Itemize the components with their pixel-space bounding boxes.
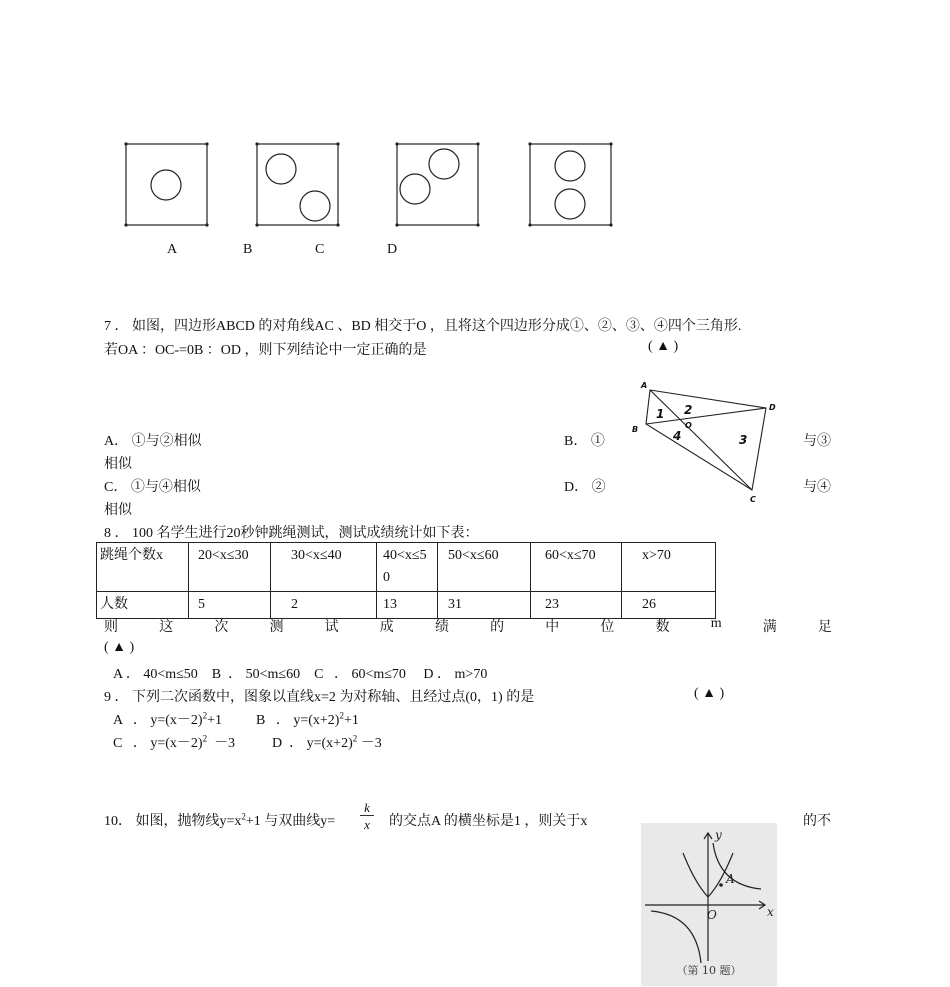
q10-stem-part1 bbox=[104, 810, 335, 830]
q7-option-d-wrap: 相似 bbox=[104, 503, 132, 518]
table-header-cell: 60<x≤70 bbox=[531, 543, 622, 592]
q10-axis-y-label: y bbox=[715, 828, 722, 842]
table-header-cell-wrapped bbox=[377, 543, 438, 592]
q9-option-d-tail: －3 bbox=[357, 736, 382, 751]
q9-option-a-tail: +1 bbox=[207, 713, 222, 728]
table-cell: 5 bbox=[189, 592, 271, 619]
q10-exp: 2 bbox=[241, 811, 246, 822]
table-cell: 31 bbox=[438, 592, 531, 619]
q7-option-b-wrap: 相似 bbox=[104, 457, 132, 472]
q7-option-c: C． ①与④相似 bbox=[104, 480, 201, 495]
q8-question-line bbox=[104, 616, 832, 636]
table-header-line: 40<x≤5 bbox=[383, 548, 427, 563]
table-header-cell: x>70 bbox=[622, 543, 716, 592]
q8-char: 绩 bbox=[434, 620, 449, 635]
q7-option-b: B． ① bbox=[564, 434, 605, 449]
q7-option-d-tail: 与④ bbox=[803, 480, 831, 495]
q9-option-a-exp: 2 bbox=[202, 710, 208, 721]
q10-axis-x-label: x bbox=[767, 905, 774, 919]
q10-frac-den: x bbox=[364, 817, 370, 832]
q7-quadrilateral-figure bbox=[626, 376, 786, 508]
q8-char: 则 bbox=[104, 620, 118, 635]
q8-char: 试 bbox=[324, 620, 339, 635]
q10-origin-label: O bbox=[707, 908, 717, 922]
q10-text: 10． 如图，抛物线y=x bbox=[104, 814, 242, 829]
q7-vertex-a: A bbox=[641, 381, 648, 390]
q7-line1: 7 ． 如图，四边形ABCD 的对角线AC 、BD 相交于O ，且将这个四边形分成①、②、③、④四个三角形. bbox=[104, 319, 742, 334]
q10-fraction bbox=[360, 800, 374, 833]
q6-label-c: C bbox=[315, 242, 325, 257]
q8-intro: 8 ． 100 名学生进行20秒钟跳绳测试，测试成绩统计如下表： bbox=[104, 526, 479, 541]
q9-option-d-exp: 2 bbox=[352, 733, 358, 744]
q9-option-c-text: C ． y=(x－2) bbox=[113, 736, 203, 751]
q9-option-d-text: D ． y=(x+2) bbox=[272, 736, 353, 751]
q9-option-b-text: B ． y=(x+2) bbox=[256, 713, 340, 728]
q9-option-c-tail: －3 bbox=[207, 736, 236, 751]
table-cell: 26 bbox=[622, 592, 716, 619]
q8-char: 次 bbox=[214, 620, 229, 635]
table-header-cell: 20<x≤30 bbox=[189, 543, 271, 592]
q6-label-a: A bbox=[167, 242, 178, 257]
q10-point-a-label: A bbox=[726, 872, 735, 886]
table-cell: 13 bbox=[377, 592, 438, 619]
q8-char: 这 bbox=[159, 620, 174, 635]
table-header-cell: 跳绳个数x bbox=[97, 543, 189, 592]
q9-option-b-exp: 2 bbox=[339, 710, 344, 721]
q10-graph-figure bbox=[641, 823, 777, 986]
q6-label-b: B bbox=[243, 242, 253, 257]
q7-option-d: D． ② bbox=[564, 480, 606, 495]
q9-stem: 9 ． 下列二次函数中，图象以直线x=2 为对称轴、且经过点(0，1) 的是 bbox=[104, 690, 535, 705]
q9-option-b-tail: +1 bbox=[343, 713, 359, 728]
q8-char: 的 bbox=[490, 620, 505, 635]
q10-stem-part3: 的交点A 的横坐标是1 ，则关于x bbox=[389, 814, 588, 829]
q10-caption: （第 10 题） bbox=[676, 964, 742, 977]
q8-char: 足 bbox=[817, 620, 832, 635]
q10-stem-part4: 的不 bbox=[803, 814, 831, 829]
table-header-cell: 50<x≤60 bbox=[438, 543, 531, 592]
q6-label-d: D bbox=[387, 242, 398, 257]
q9-option-d bbox=[272, 732, 382, 752]
q7-region-4: 4 bbox=[673, 429, 682, 443]
table-cell: 2 bbox=[271, 592, 377, 619]
q8-char: m bbox=[710, 616, 722, 631]
q10-frac-num: k bbox=[364, 800, 370, 815]
q10-text-2: +1 与双曲线y= bbox=[245, 814, 336, 829]
q9-option-c bbox=[113, 732, 235, 752]
table-header-cell: 30<x≤40 bbox=[271, 543, 377, 592]
q8-options: A ． 40<m≤50 B ． 50<m≤60 C ． 60<m≤70 D ． m>70 bbox=[113, 667, 488, 682]
q7-line2: 若OA ：OC-=0B ：OD ，则下列结论中一定正确的是 bbox=[104, 343, 427, 358]
q7-vertex-c: C bbox=[750, 495, 756, 504]
table-row-label: 人数 bbox=[97, 592, 189, 619]
q8-char: 测 bbox=[269, 620, 284, 635]
q7-vertex-d: D bbox=[769, 403, 776, 412]
q9-option-a bbox=[113, 709, 222, 729]
q7-option-b-tail: 与③ bbox=[803, 434, 831, 449]
q9-answer-mark: ( ▲ ) bbox=[694, 686, 725, 701]
q8-char: 成 bbox=[379, 620, 394, 635]
q8-answer-mark: ( ▲ ) bbox=[104, 640, 135, 655]
q7-vertex-o: O bbox=[685, 421, 692, 430]
table-header-line: 0 bbox=[383, 570, 390, 585]
q8-char: 中 bbox=[545, 620, 560, 635]
q8-score-table bbox=[96, 542, 716, 619]
q9-option-b bbox=[256, 709, 359, 729]
q7-vertex-b: B bbox=[632, 425, 639, 434]
table-cell: 23 bbox=[531, 592, 622, 619]
q7-option-a: A． ①与②相似 bbox=[104, 434, 202, 449]
q9-option-a-text: A ． y=(x－2) bbox=[113, 713, 203, 728]
q7-answer-mark: ( ▲ ) bbox=[648, 339, 679, 354]
q7-region-1: 1 bbox=[656, 407, 665, 421]
q7-region-3: 3 bbox=[739, 433, 748, 447]
q9-option-c-exp: 2 bbox=[202, 733, 208, 744]
q6-figures bbox=[118, 138, 618, 233]
q8-char: 数 bbox=[655, 620, 670, 635]
q7-region-2: 2 bbox=[684, 403, 693, 417]
q8-char: 位 bbox=[600, 620, 615, 635]
q8-char: 满 bbox=[762, 620, 777, 635]
